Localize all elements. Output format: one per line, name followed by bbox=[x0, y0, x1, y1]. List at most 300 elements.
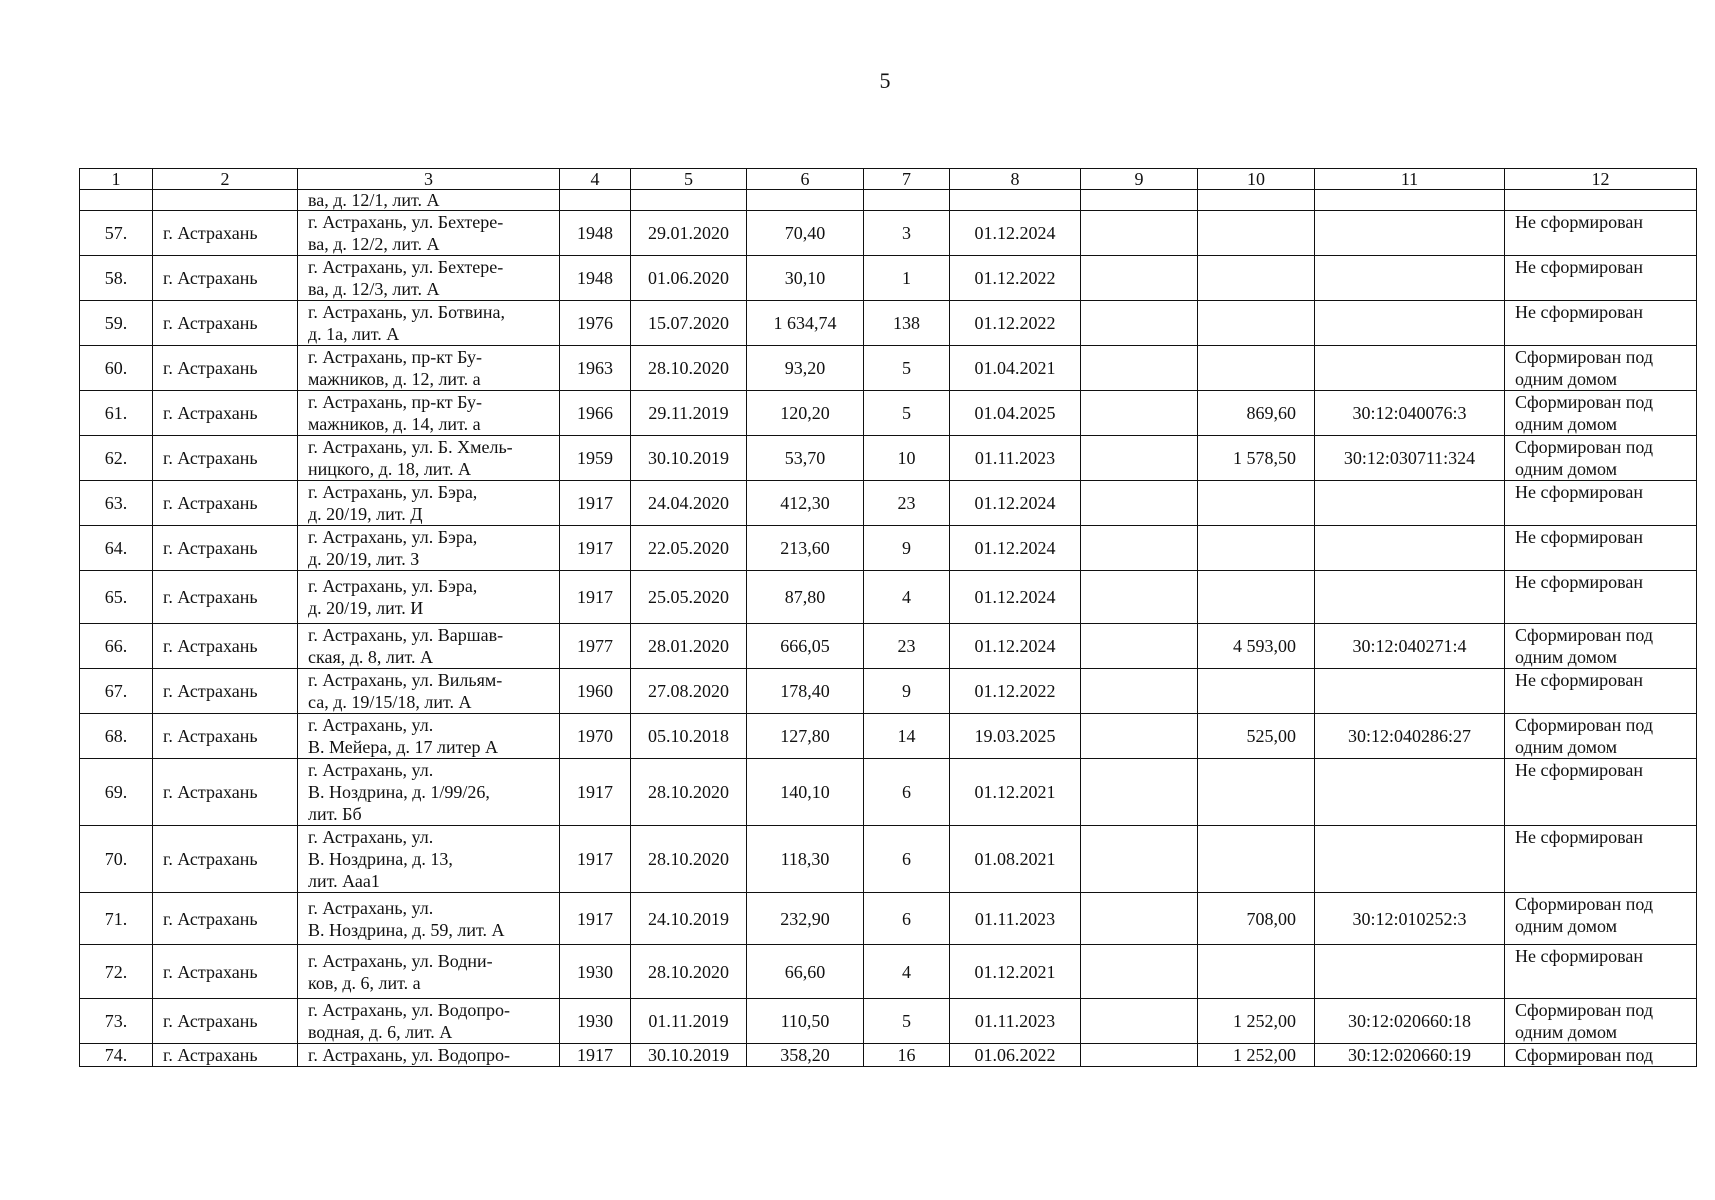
land-status-cell bbox=[1505, 759, 1697, 826]
column-header-6: 6 bbox=[747, 169, 864, 190]
row-number: 63. bbox=[80, 481, 153, 526]
survey-date-cell: 28.10.2020 bbox=[631, 826, 747, 893]
land-status-cell bbox=[1505, 669, 1697, 714]
residents-cell: 1 bbox=[864, 256, 950, 301]
cadastral-number-cell bbox=[1315, 669, 1505, 714]
residents-cell: 14 bbox=[864, 714, 950, 759]
city-cell: г. Астрахань bbox=[153, 481, 298, 526]
row-number: 66. bbox=[80, 624, 153, 669]
land-area-cell bbox=[1198, 826, 1315, 893]
row-number: 60. bbox=[80, 346, 153, 391]
column-9-cell bbox=[1081, 301, 1198, 346]
address-line: г. Астрахань, ул. bbox=[308, 897, 434, 918]
year-cell: 1930 bbox=[560, 999, 631, 1044]
land-area-cell: 1 578,50 bbox=[1198, 436, 1315, 481]
address-cell bbox=[298, 481, 560, 526]
status-line: Не сформирован bbox=[1515, 946, 1643, 966]
cadastral-number-cell bbox=[1315, 759, 1505, 826]
status-line: одним домом bbox=[1515, 916, 1618, 936]
cadastral-number-cell: 30:12:010252:3 bbox=[1315, 893, 1505, 945]
address-cell bbox=[298, 211, 560, 256]
address-line: г. Астрахань, ул. Бэра, bbox=[308, 482, 478, 502]
address-line: г. Астрахань, ул. Ботвина, bbox=[308, 302, 505, 322]
page-number: 5 bbox=[879, 68, 891, 93]
cadastral-number-cell bbox=[1315, 256, 1505, 301]
land-status-cell bbox=[1505, 714, 1697, 759]
table-body bbox=[80, 190, 1697, 1067]
address-cell bbox=[298, 714, 560, 759]
residents-cell: 3 bbox=[864, 211, 950, 256]
residents-cell: 5 bbox=[864, 999, 950, 1044]
status-line: одним домом bbox=[1515, 647, 1618, 667]
column-9-cell bbox=[1081, 945, 1198, 999]
table-row bbox=[80, 256, 1697, 301]
table-row bbox=[80, 211, 1697, 256]
address-line: г. Астрахань, пр-кт Бу- bbox=[308, 392, 482, 412]
survey-date-cell: 30.10.2019 bbox=[631, 436, 747, 481]
residents-cell: 138 bbox=[864, 301, 950, 346]
table-row bbox=[80, 301, 1697, 346]
column-header-1: 1 bbox=[80, 169, 153, 190]
address-cell bbox=[298, 571, 560, 624]
cadastral-number-cell bbox=[1315, 945, 1505, 999]
column-header-11: 11 bbox=[1315, 169, 1505, 190]
address-cell bbox=[298, 624, 560, 669]
address-line: г. Астрахань, ул. Бэра, bbox=[308, 527, 478, 547]
area-cell: 666,05 bbox=[747, 624, 864, 669]
cadastral-number-cell bbox=[1315, 346, 1505, 391]
address-line: д. 20/19, лит. З bbox=[308, 549, 420, 569]
city-cell: г. Астрахань bbox=[153, 256, 298, 301]
land-status-cell bbox=[1505, 571, 1697, 624]
survey-date-cell: 28.10.2020 bbox=[631, 346, 747, 391]
column-9-cell bbox=[1081, 826, 1198, 893]
address-cell bbox=[298, 436, 560, 481]
deadline-cell: 01.12.2024 bbox=[950, 211, 1081, 256]
year-cell: 1917 bbox=[560, 826, 631, 893]
column-header-10: 10 bbox=[1198, 169, 1315, 190]
city-cell: г. Астрахань bbox=[153, 945, 298, 999]
year-cell: 1917 bbox=[560, 571, 631, 624]
land-status-cell bbox=[1505, 1044, 1697, 1067]
year-cell: 1966 bbox=[560, 391, 631, 436]
cadastral-number-cell bbox=[1315, 571, 1505, 624]
status-line: Не сформирован bbox=[1515, 760, 1643, 780]
column-header-5: 5 bbox=[631, 169, 747, 190]
city-cell: г. Астрахань bbox=[153, 526, 298, 571]
column-header-9: 9 bbox=[1081, 169, 1198, 190]
status-line: Не сформирован bbox=[1515, 572, 1643, 592]
cadastral-number-cell: 30:12:030711:324 bbox=[1315, 436, 1505, 481]
address-line: д. 1а, лит. А bbox=[308, 324, 400, 344]
status-line: одним домом bbox=[1515, 414, 1618, 434]
status-line: Не сформирован bbox=[1515, 482, 1643, 502]
table-row bbox=[80, 571, 1697, 624]
deadline-cell: 01.12.2024 bbox=[950, 481, 1081, 526]
registry-table-wrap bbox=[79, 168, 1696, 1067]
address-cell bbox=[298, 301, 560, 346]
address-cell bbox=[298, 669, 560, 714]
land-status-cell bbox=[1505, 624, 1697, 669]
land-area-cell bbox=[1198, 669, 1315, 714]
table-row bbox=[80, 1044, 1697, 1067]
address-line: са, д. 19/15/18, лит. А bbox=[308, 692, 472, 712]
year-cell: 1917 bbox=[560, 1044, 631, 1067]
city-cell: г. Астрахань bbox=[153, 759, 298, 826]
year-cell: 1917 bbox=[560, 893, 631, 945]
status-line: Не сформирован bbox=[1515, 827, 1643, 847]
cadastral-number-cell bbox=[1315, 211, 1505, 256]
cadastral-number-cell bbox=[1315, 826, 1505, 893]
survey-date-cell: 27.08.2020 bbox=[631, 669, 747, 714]
year-cell: 1948 bbox=[560, 211, 631, 256]
column-9-cell bbox=[1081, 571, 1198, 624]
address-line: г. Астрахань, ул. Водопро- bbox=[308, 1000, 511, 1020]
deadline-cell: 19.03.2025 bbox=[950, 714, 1081, 759]
land-area-cell: 1 252,00 bbox=[1198, 999, 1315, 1044]
address-line: г. Астрахань, ул. Варшав- bbox=[308, 625, 504, 645]
status-line: одним домом bbox=[1515, 369, 1618, 389]
city-cell: г. Астрахань bbox=[153, 391, 298, 436]
table-row bbox=[80, 526, 1697, 571]
table-row bbox=[80, 391, 1697, 436]
area-cell: 118,30 bbox=[747, 826, 864, 893]
row-number: 57. bbox=[80, 211, 153, 256]
status-line: Не сформирован bbox=[1515, 212, 1643, 232]
deadline-cell: 01.06.2022 bbox=[950, 1044, 1081, 1067]
year-cell: 1963 bbox=[560, 346, 631, 391]
area-cell: 178,40 bbox=[747, 669, 864, 714]
survey-date-cell: 24.10.2019 bbox=[631, 893, 747, 945]
column-9-cell bbox=[1081, 714, 1198, 759]
cadastral-number-cell bbox=[1315, 526, 1505, 571]
address-line: мажников, д. 14, лит. а bbox=[308, 414, 481, 434]
city-cell: г. Астрахань bbox=[153, 346, 298, 391]
land-area-cell: 708,00 bbox=[1198, 893, 1315, 945]
land-area-cell bbox=[1198, 256, 1315, 301]
survey-date-cell: 24.04.2020 bbox=[631, 481, 747, 526]
year-cell: 1959 bbox=[560, 436, 631, 481]
residents-cell: 6 bbox=[864, 759, 950, 826]
table-row bbox=[80, 945, 1697, 999]
column-9-cell bbox=[1081, 481, 1198, 526]
residents-cell: 23 bbox=[864, 481, 950, 526]
column-header-12: 12 bbox=[1505, 169, 1697, 190]
land-status-cell bbox=[1505, 391, 1697, 436]
address-line: д. 20/19, лит. Д bbox=[308, 504, 423, 524]
address-line: ков, д. 6, лит. а bbox=[308, 972, 421, 993]
status-line: Сформирован под bbox=[1515, 894, 1654, 914]
address-line: лит. Ааа1 bbox=[308, 871, 380, 891]
status-line: Сформирован под bbox=[1515, 347, 1654, 367]
table-row bbox=[80, 624, 1697, 669]
deadline-cell: 01.12.2022 bbox=[950, 669, 1081, 714]
deadline-cell: 01.08.2021 bbox=[950, 826, 1081, 893]
table-row bbox=[80, 999, 1697, 1044]
table-row bbox=[80, 669, 1697, 714]
address-cell bbox=[298, 999, 560, 1044]
column-9-cell bbox=[1081, 436, 1198, 481]
column-9-cell bbox=[1081, 669, 1198, 714]
status-line: Не сформирован bbox=[1515, 527, 1643, 547]
year-cell: 1970 bbox=[560, 714, 631, 759]
column-9-cell bbox=[1081, 759, 1198, 826]
survey-date-cell: 30.10.2019 bbox=[631, 1044, 747, 1067]
address-line: г. Астрахань, ул. bbox=[308, 760, 434, 780]
survey-date-cell: 28.10.2020 bbox=[631, 945, 747, 999]
status-line: Не сформирован bbox=[1515, 257, 1643, 277]
land-status-cell bbox=[1505, 256, 1697, 301]
area-cell: 30,10 bbox=[747, 256, 864, 301]
area-cell: 213,60 bbox=[747, 526, 864, 571]
survey-date-cell: 15.07.2020 bbox=[631, 301, 747, 346]
address-line: г. Астрахань, ул. Бехтере- bbox=[308, 212, 504, 232]
area-cell: 140,10 bbox=[747, 759, 864, 826]
status-line: одним домом bbox=[1515, 1022, 1618, 1042]
address-line: г. Астрахань, ул. Б. Хмель- bbox=[308, 437, 513, 457]
deadline-cell: 01.12.2021 bbox=[950, 945, 1081, 999]
address-line: г. Астрахань, пр-кт Бу- bbox=[308, 347, 482, 367]
table-row bbox=[80, 759, 1697, 826]
address-cell bbox=[298, 1044, 560, 1067]
area-cell: 110,50 bbox=[747, 999, 864, 1044]
residents-cell: 16 bbox=[864, 1044, 950, 1067]
cadastral-number-cell: 30:12:040076:3 bbox=[1315, 391, 1505, 436]
table-row bbox=[80, 826, 1697, 893]
land-status-cell bbox=[1505, 211, 1697, 256]
column-header-2: 2 bbox=[153, 169, 298, 190]
row-number: 62. bbox=[80, 436, 153, 481]
address-line: г. Астрахань, ул. bbox=[308, 827, 434, 847]
year-cell: 1976 bbox=[560, 301, 631, 346]
cadastral-number-cell: 30:12:040271:4 bbox=[1315, 624, 1505, 669]
area-cell: 87,80 bbox=[747, 571, 864, 624]
registry-table bbox=[79, 168, 1697, 1067]
deadline-cell: 01.12.2024 bbox=[950, 571, 1081, 624]
address-line: В. Ноздрина, д. 59, лит. А bbox=[308, 919, 505, 940]
column-header-7: 7 bbox=[864, 169, 950, 190]
residents-cell: 6 bbox=[864, 826, 950, 893]
residents-cell: 6 bbox=[864, 893, 950, 945]
area-cell: 232,90 bbox=[747, 893, 864, 945]
year-cell: 1917 bbox=[560, 526, 631, 571]
address-cell bbox=[298, 759, 560, 826]
cadastral-number-cell bbox=[1315, 481, 1505, 526]
row-number: 73. bbox=[80, 999, 153, 1044]
address-line: ва, д. 12/2, лит. А bbox=[308, 234, 440, 254]
area-cell: 53,70 bbox=[747, 436, 864, 481]
column-9-cell bbox=[1081, 1044, 1198, 1067]
city-cell: г. Астрахань bbox=[153, 571, 298, 624]
address-line: ская, д. 8, лит. А bbox=[308, 647, 434, 667]
survey-date-cell: 05.10.2018 bbox=[631, 714, 747, 759]
city-cell: г. Астрахань bbox=[153, 999, 298, 1044]
row-number: 65. bbox=[80, 571, 153, 624]
land-area-cell: 1 252,00 bbox=[1198, 1044, 1315, 1067]
cadastral-number-cell: 30:12:040286:27 bbox=[1315, 714, 1505, 759]
year-cell: 1917 bbox=[560, 759, 631, 826]
deadline-cell: 01.04.2021 bbox=[950, 346, 1081, 391]
cadastral-number-cell: 30:12:020660:18 bbox=[1315, 999, 1505, 1044]
address-line: д. 20/19, лит. И bbox=[308, 598, 424, 618]
status-line: одним домом bbox=[1515, 737, 1618, 757]
year-cell: 1917 bbox=[560, 481, 631, 526]
deadline-cell: 01.11.2023 bbox=[950, 893, 1081, 945]
land-area-cell bbox=[1198, 301, 1315, 346]
status-line: одним домом bbox=[1515, 459, 1618, 479]
header-row bbox=[80, 169, 1697, 190]
land-area-cell: 4 593,00 bbox=[1198, 624, 1315, 669]
land-status-cell bbox=[1505, 826, 1697, 893]
city-cell: г. Астрахань bbox=[153, 669, 298, 714]
status-line: Не сформирован bbox=[1515, 302, 1643, 322]
year-cell: 1960 bbox=[560, 669, 631, 714]
address-line: г. Астрахань, ул. Водопро- bbox=[308, 1045, 511, 1065]
status-line: Сформирован под bbox=[1515, 392, 1654, 412]
row-number: 71. bbox=[80, 893, 153, 945]
year-cell: 1930 bbox=[560, 945, 631, 999]
city-cell: г. Астрахань bbox=[153, 624, 298, 669]
address-cell bbox=[298, 346, 560, 391]
residents-cell: 4 bbox=[864, 571, 950, 624]
city-cell: г. Астрахань bbox=[153, 1044, 298, 1067]
land-area-cell: 869,60 bbox=[1198, 391, 1315, 436]
land-area-cell bbox=[1198, 759, 1315, 826]
land-status-cell bbox=[1505, 999, 1697, 1044]
year-cell: 1977 bbox=[560, 624, 631, 669]
address-line: г. Астрахань, ул. Бехтере- bbox=[308, 257, 504, 277]
address-cell bbox=[298, 945, 560, 999]
area-cell: 127,80 bbox=[747, 714, 864, 759]
address-cell bbox=[298, 826, 560, 893]
survey-date-cell: 28.10.2020 bbox=[631, 759, 747, 826]
land-status-cell bbox=[1505, 893, 1697, 945]
column-9-cell bbox=[1081, 211, 1198, 256]
residents-cell: 10 bbox=[864, 436, 950, 481]
row-number: 72. bbox=[80, 945, 153, 999]
address-line: ницкого, д. 18, лит. А bbox=[308, 459, 471, 479]
status-line: Сформирован под bbox=[1515, 1045, 1654, 1065]
cadastral-number-cell bbox=[1315, 301, 1505, 346]
city-cell: г. Астрахань bbox=[153, 714, 298, 759]
row-number: 64. bbox=[80, 526, 153, 571]
row-number: 58. bbox=[80, 256, 153, 301]
row-number: 67. bbox=[80, 669, 153, 714]
land-area-cell: 525,00 bbox=[1198, 714, 1315, 759]
address-line: В. Ноздрина, д. 1/99/26, bbox=[308, 782, 490, 802]
city-cell: г. Астрахань bbox=[153, 826, 298, 893]
status-line: Сформирован под bbox=[1515, 1000, 1654, 1020]
city-cell: г. Астрахань bbox=[153, 301, 298, 346]
column-9-cell bbox=[1081, 346, 1198, 391]
land-area-cell bbox=[1198, 526, 1315, 571]
table-row bbox=[80, 714, 1697, 759]
column-header-4: 4 bbox=[560, 169, 631, 190]
land-status-cell bbox=[1505, 301, 1697, 346]
deadline-cell: 01.11.2023 bbox=[950, 436, 1081, 481]
address-cell bbox=[298, 893, 560, 945]
column-9-cell bbox=[1081, 624, 1198, 669]
land-area-cell bbox=[1198, 346, 1315, 391]
deadline-cell: 01.12.2024 bbox=[950, 624, 1081, 669]
status-line: Сформирован под bbox=[1515, 437, 1654, 457]
deadline-cell: 01.12.2021 bbox=[950, 759, 1081, 826]
deadline-cell: 01.12.2022 bbox=[950, 301, 1081, 346]
city-cell: г. Астрахань bbox=[153, 211, 298, 256]
address-line: ва, д. 12/3, лит. А bbox=[308, 279, 440, 299]
land-status-cell bbox=[1505, 346, 1697, 391]
area-cell: 358,20 bbox=[747, 1044, 864, 1067]
address-line: лит. Бб bbox=[308, 804, 362, 824]
column-9-cell bbox=[1081, 391, 1198, 436]
land-status-cell bbox=[1505, 436, 1697, 481]
address-line: В. Мейера, д. 17 литер А bbox=[308, 737, 499, 757]
area-cell: 1 634,74 bbox=[747, 301, 864, 346]
status-line: Сформирован под bbox=[1515, 625, 1654, 645]
table-row bbox=[80, 346, 1697, 391]
survey-date-cell: 29.11.2019 bbox=[631, 391, 747, 436]
continuation-row bbox=[80, 190, 1697, 211]
survey-date-cell: 01.11.2019 bbox=[631, 999, 747, 1044]
address-line: г. Астрахань, ул. bbox=[308, 715, 434, 735]
residents-cell: 5 bbox=[864, 346, 950, 391]
area-cell: 120,20 bbox=[747, 391, 864, 436]
address-line: водная, д. 6, лит. А bbox=[308, 1022, 453, 1042]
land-area-cell bbox=[1198, 571, 1315, 624]
residents-cell: 4 bbox=[864, 945, 950, 999]
address-line: г. Астрахань, ул. Водни- bbox=[308, 950, 493, 971]
column-header-3: 3 bbox=[298, 169, 560, 190]
column-9-cell bbox=[1081, 256, 1198, 301]
column-9-cell bbox=[1081, 893, 1198, 945]
residents-cell: 5 bbox=[864, 391, 950, 436]
address-cell bbox=[298, 391, 560, 436]
column-9-cell bbox=[1081, 526, 1198, 571]
deadline-cell: 01.12.2024 bbox=[950, 526, 1081, 571]
area-cell: 93,20 bbox=[747, 346, 864, 391]
status-line: Не сформирован bbox=[1515, 670, 1643, 690]
land-status-cell bbox=[1505, 945, 1697, 999]
area-cell: 70,40 bbox=[747, 211, 864, 256]
status-line: Сформирован под bbox=[1515, 715, 1654, 735]
survey-date-cell: 01.06.2020 bbox=[631, 256, 747, 301]
deadline-cell: 01.12.2022 bbox=[950, 256, 1081, 301]
row-number: 61. bbox=[80, 391, 153, 436]
residents-cell: 23 bbox=[864, 624, 950, 669]
year-cell: 1948 bbox=[560, 256, 631, 301]
land-status-cell bbox=[1505, 481, 1697, 526]
table-row bbox=[80, 481, 1697, 526]
deadline-cell: 01.11.2023 bbox=[950, 999, 1081, 1044]
residents-cell: 9 bbox=[864, 669, 950, 714]
area-cell: 66,60 bbox=[747, 945, 864, 999]
survey-date-cell: 29.01.2020 bbox=[631, 211, 747, 256]
row-number: 74. bbox=[80, 1044, 153, 1067]
city-cell: г. Астрахань bbox=[153, 893, 298, 945]
land-status-cell bbox=[1505, 526, 1697, 571]
column-header-8: 8 bbox=[950, 169, 1081, 190]
city-cell: г. Астрахань bbox=[153, 436, 298, 481]
land-area-cell bbox=[1198, 481, 1315, 526]
deadline-cell: 01.04.2025 bbox=[950, 391, 1081, 436]
address-cell bbox=[298, 256, 560, 301]
row-number: 68. bbox=[80, 714, 153, 759]
address-line: мажников, д. 12, лит. а bbox=[308, 369, 481, 389]
row-number: 59. bbox=[80, 301, 153, 346]
land-area-cell bbox=[1198, 945, 1315, 999]
survey-date-cell: 25.05.2020 bbox=[631, 571, 747, 624]
row-number: 69. bbox=[80, 759, 153, 826]
